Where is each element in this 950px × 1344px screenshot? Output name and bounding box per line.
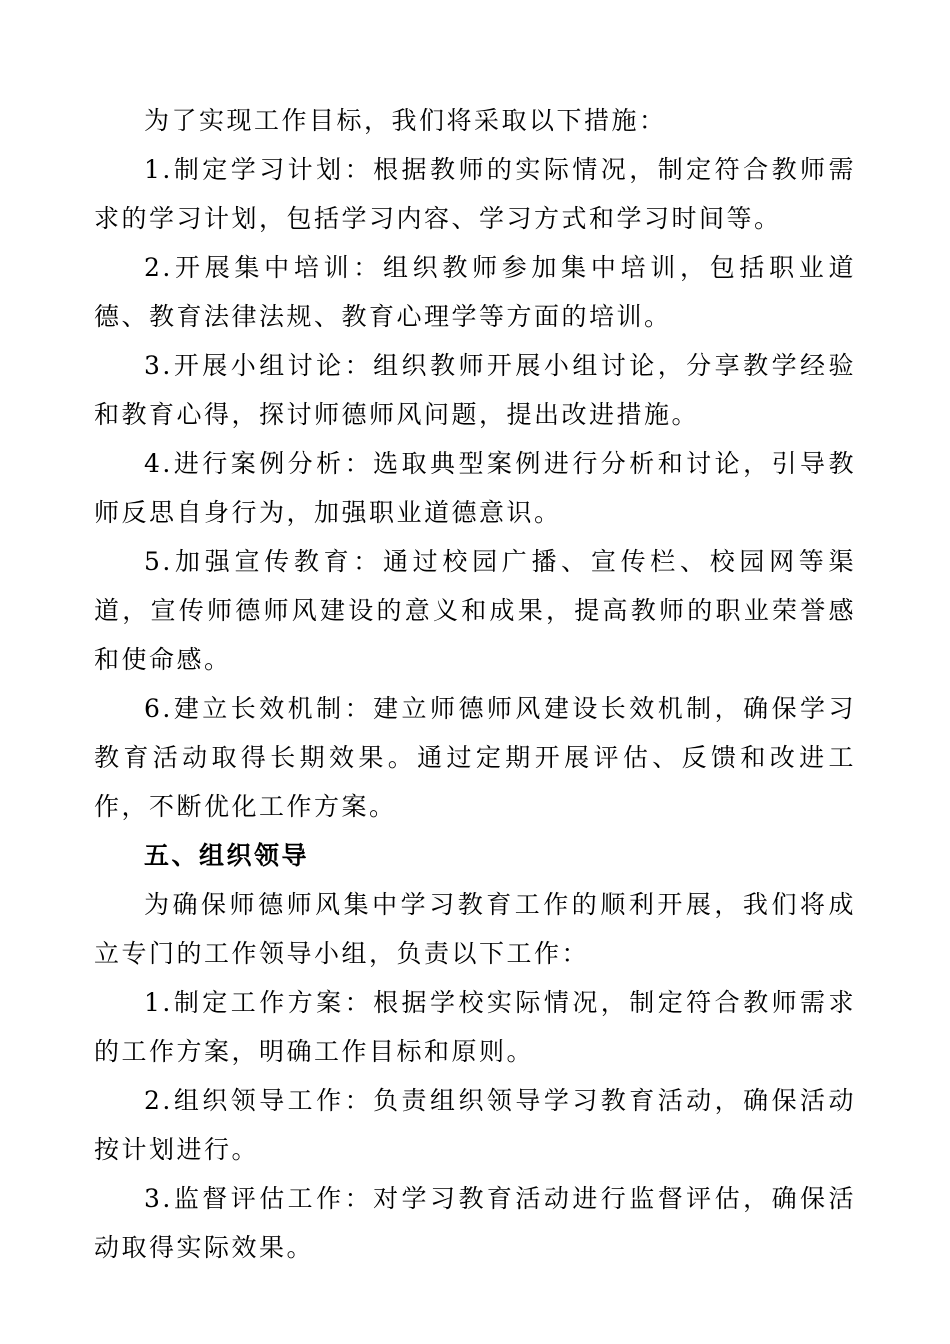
section-heading: 五、组织领导 (144, 841, 310, 870)
measure-item-3: 3.开展小组讨论：组织教师开展小组讨论，分享教学经验和教育心得，探讨师德师风问题，提出改进措施。 (94, 351, 856, 429)
duty-item-3: 3.监督评估工作：对学习教育活动进行监督评估，确保活动取得实际效果。 (94, 1184, 856, 1262)
measure-item-5: 5.加强宣传教育：通过校园广播、宣传栏、校园网等渠道，宣传师德师风建设的意义和成果，提高教师的职业荣誉感和使命感。 (94, 547, 856, 674)
measure-item-4: 4.进行案例分析：选取典型案例进行分析和讨论，引导教师反思自身行为，加强职业道德意识。 (94, 449, 856, 527)
measure-item-1: 1.制定学习计划：根据教师的实际情况，制定符合教师需求的学习计划，包括学习内容、学习方式和学习时间等。 (94, 155, 856, 233)
section-intro-paragraph: 为确保师德师风集中学习教育工作的顺利开展，我们将成立专门的工作领导小组，负责以下工作： (94, 890, 856, 968)
measure-item-6: 6.建立长效机制：建立师德师风建设长效机制，确保学习教育活动取得长期效果。通过定期开展评估、反馈和改进工作，不断优化工作方案。 (94, 694, 856, 821)
intro-paragraph: 为了实现工作目标，我们将采取以下措施： (144, 106, 667, 135)
duty-item-1: 1.制定工作方案：根据学校实际情况，制定符合教师需求的工作方案，明确工作目标和原则。 (94, 988, 856, 1066)
measure-item-2: 2.开展集中培训：组织教师参加集中培训，包括职业道德、教育法律法规、教育心理学等方面的培训。 (94, 253, 856, 331)
duty-item-2: 2.组织领导工作：负责组织领导学习教育活动，确保活动按计划进行。 (94, 1086, 856, 1164)
